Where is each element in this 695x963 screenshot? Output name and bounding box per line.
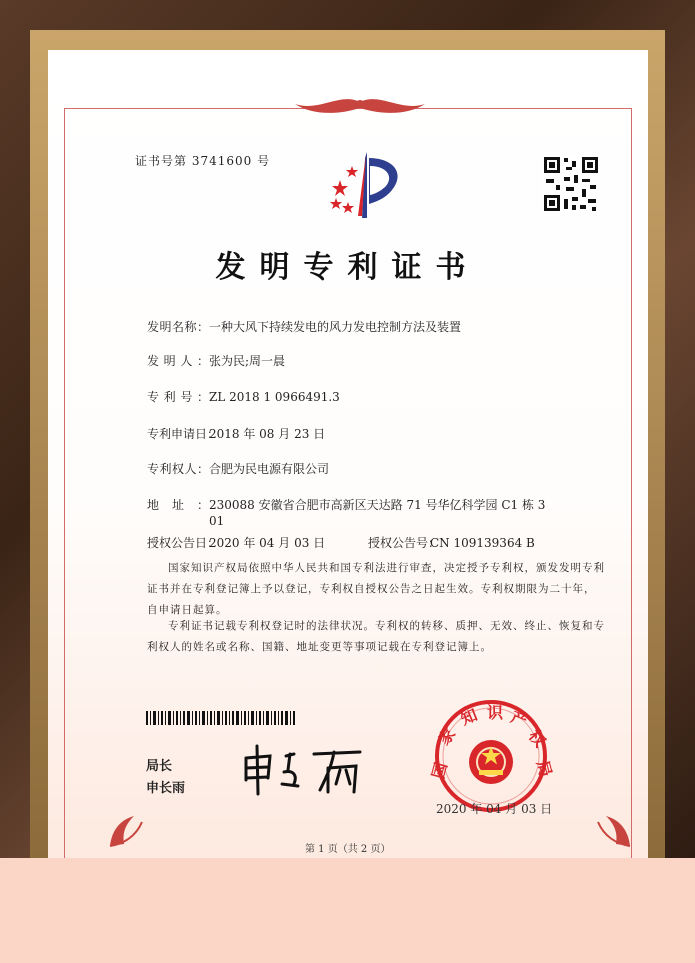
certificate-paragraph-2: 专利证书记载专利权登记时的法律状况。专利权的转移、质押、无效、终止、恢复和专利权人的姓名或名称、国籍、地址变更等事项记载在专利登记簿上。 [147, 620, 605, 653]
field-value: 张为民;周一晨 [209, 354, 286, 368]
svg-text:家: 家 [434, 724, 460, 749]
field-value: 合肥为民电源有限公司 [209, 462, 330, 476]
field-patent-number [147, 388, 340, 405]
patent-office-logo-icon [322, 150, 412, 220]
field-value: ZL 2018 1 0966491.3 [209, 390, 340, 404]
svg-text:国: 国 [428, 760, 451, 781]
svg-text:识: 识 [486, 703, 504, 722]
top-ornament-icon [280, 92, 440, 122]
svg-text:知: 知 [457, 705, 480, 729]
field-value: 230088 安徽省合肥市高新区天达路 71 号华亿科学园 C1 栋 3 [209, 498, 546, 512]
field-address [147, 496, 545, 513]
qr-code-icon [542, 155, 600, 213]
page-footer: 第 1 页（共 2 页） [305, 844, 391, 855]
seal-date: 2020 年 04 月 03 日 [436, 802, 553, 816]
cert-no-suffix: 号 [257, 154, 271, 168]
field-label: 地址： [147, 498, 209, 512]
cert-no-label: 证书号第 [135, 154, 188, 168]
field-address-line2: 01 [209, 514, 225, 528]
field-value: CN 109139364 B [430, 536, 535, 550]
field-application-date [147, 425, 325, 442]
field-invention-name [147, 318, 461, 335]
field-inventor [147, 352, 285, 369]
svg-text:局: 局 [533, 758, 556, 779]
field-label: 专利权人： [147, 462, 209, 476]
field-announce-number [368, 534, 535, 551]
field-value: 2020 年 04 月 03 日 [209, 536, 326, 550]
field-patentee [147, 460, 329, 477]
field-value: 2018 年 08 月 23 日 [209, 427, 326, 441]
certificate-paragraph-1: 国家知识产权局依照中华人民共和国专利法进行审查，决定授予专利权，颁发发明专利证书并在专利登记簿上予以登记，专利权自授权公告之日起生效。专利权期限为二十年，自申请日起算。 [147, 562, 605, 616]
corner-ornament-icon [106, 800, 156, 850]
cert-no-value: 3741600 [191, 154, 253, 168]
certificate-title: 发明专利证书 [215, 250, 480, 285]
barcode-icon [146, 711, 296, 725]
field-label: 授权公告号： [368, 536, 441, 550]
svg-text:权: 权 [524, 726, 550, 751]
signer-title: 局长 [146, 759, 173, 774]
field-value: 一种大风下持续发电的风力发电控制方法及装置 [209, 320, 462, 334]
field-label: 发明名称： [147, 320, 209, 334]
bottom-background [0, 858, 695, 963]
field-label: 专利申请日： [147, 427, 220, 441]
signer-name: 申长雨 [146, 781, 186, 796]
field-label: 专利号： [147, 390, 209, 404]
svg-text:产: 产 [508, 707, 531, 731]
field-label: 发明人： [147, 354, 209, 368]
field-announce-date [147, 534, 325, 551]
field-label: 授权公告日： [147, 536, 220, 550]
certificate-number [135, 152, 270, 169]
handwritten-signature-icon [236, 740, 376, 798]
official-seal-icon [425, 698, 557, 816]
corner-ornament-icon [584, 800, 634, 850]
